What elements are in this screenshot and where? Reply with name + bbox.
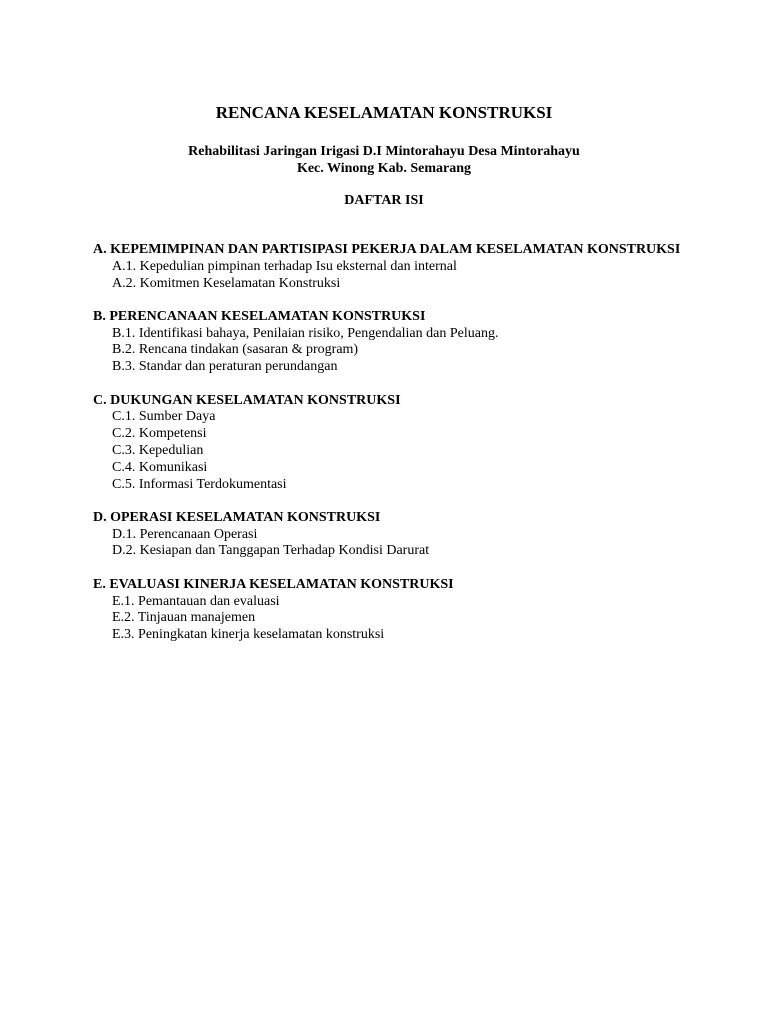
table-of-contents xyxy=(93,242,683,660)
toc-item: B.2. Rencana tindakan (sasaran & program) xyxy=(112,342,359,358)
section-title: E. EVALUASI KINERJA KESELAMATAN KONSTRUKSI xyxy=(93,576,454,592)
toc-item: E.1. Pemantauan dan evaluasi xyxy=(112,593,280,609)
toc-item: E.2. Tinjauan manajemen xyxy=(112,610,256,626)
section-items xyxy=(93,409,683,493)
toc-item: B.3. Standar dan peraturan perundangan xyxy=(112,359,338,375)
document-title: RENCANA KESELAMATAN KONSTRUKSI xyxy=(215,103,553,122)
section-items xyxy=(93,259,683,293)
toc-item: D.1. Perencanaan Operasi xyxy=(112,526,258,542)
toc-item: C.5. Informasi Terdokumentasi xyxy=(112,476,287,492)
toc-section-e xyxy=(93,577,683,644)
toc-item: A.1. Kepedulian pimpinan terhadap Isu eksternal dan internal xyxy=(112,258,457,274)
toc-section-a xyxy=(93,242,683,292)
section-title: D. OPERASI KESELAMATAN KONSTRUKSI xyxy=(93,509,381,525)
project-location-line: Kec. Winong Kab. Semarang xyxy=(296,161,472,176)
toc-item: B.1. Identifikasi bahaya, Penilaian risiko, Pengendalian dan Peluang. xyxy=(112,325,499,341)
toc-heading: DAFTAR ISI xyxy=(344,193,424,208)
toc-item: C.4. Komunikasi xyxy=(112,459,208,475)
section-items xyxy=(93,594,683,644)
toc-item: C.2. Kompetensi xyxy=(112,426,207,442)
section-title: C. DUKUNGAN KESELAMATAN KONSTRUKSI xyxy=(93,392,401,408)
toc-item: C.3. Kepedulian xyxy=(112,442,204,458)
project-name-line: Rehabilitasi Jaringan Irigasi D.I Mintorahayu Desa Mintorahayu xyxy=(188,144,580,159)
toc-section-d xyxy=(93,510,683,560)
section-items xyxy=(93,527,683,561)
toc-item: A.2. Komitmen Keselamatan Konstruksi xyxy=(112,275,341,291)
section-items xyxy=(93,326,683,376)
toc-section-b xyxy=(93,309,683,376)
toc-item: E.3. Peningkatan kinerja keselamatan konstruksi xyxy=(112,627,385,643)
toc-item: D.2. Kesiapan dan Tanggapan Terhadap Kondisi Darurat xyxy=(112,543,430,559)
toc-item: C.1. Sumber Daya xyxy=(112,409,216,425)
toc-section-c xyxy=(93,393,683,494)
section-title: A. KEPEMIMPINAN DAN PARTISIPASI PEKERJA DALAM KESELAMATAN KONSTRUKSI xyxy=(93,242,681,257)
section-title: B. PERENCANAAN KESELAMATAN KONSTRUKSI xyxy=(93,308,426,324)
